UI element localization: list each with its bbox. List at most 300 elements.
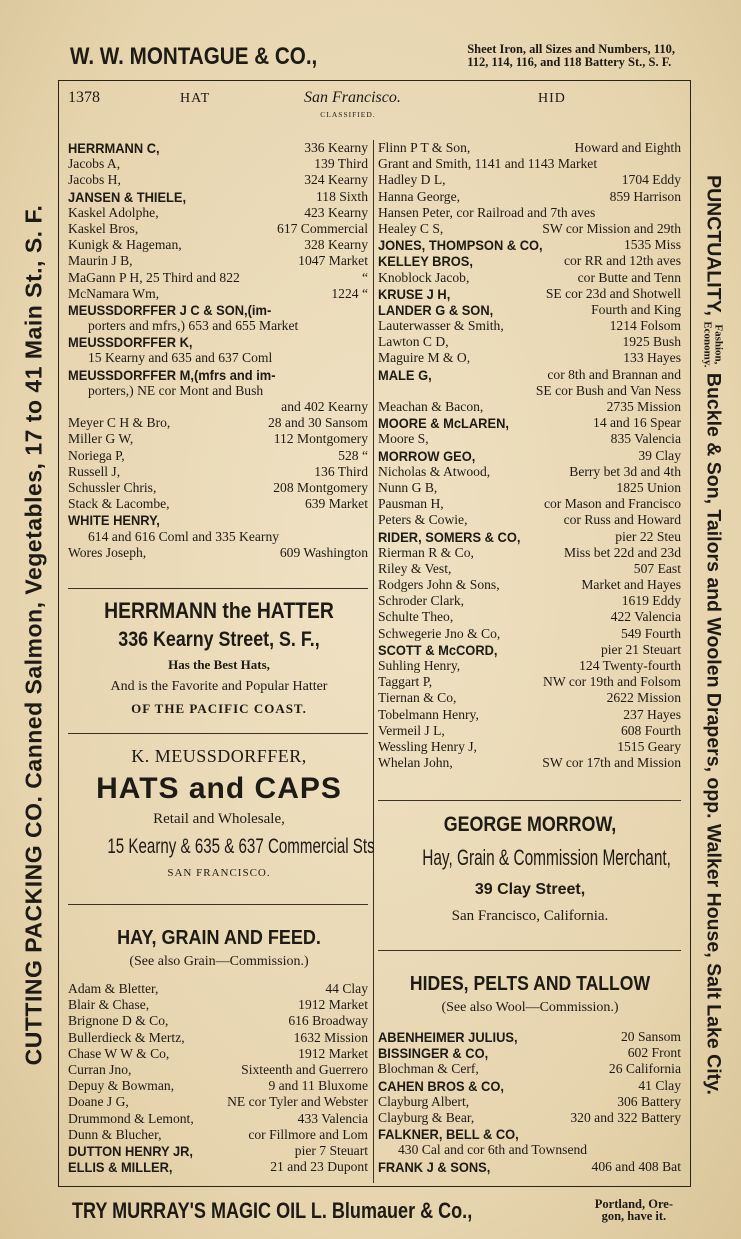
directory-entry bbox=[378, 577, 681, 593]
entry-address: pier 21 Steuart bbox=[600, 641, 681, 657]
entry-address: 133 Hayes bbox=[623, 350, 681, 366]
directory-entry bbox=[68, 981, 368, 997]
page-header-left: HAT bbox=[180, 91, 211, 106]
entry-name: Vermeil J L, bbox=[378, 722, 445, 738]
entry-name: Peters & Cowie, bbox=[378, 512, 468, 528]
directory-entry bbox=[68, 464, 368, 480]
entry-name: Blochman & Cerf, bbox=[378, 1061, 479, 1077]
entry-name: Tobelmann Henry, bbox=[378, 706, 479, 722]
directory-entry bbox=[68, 286, 368, 302]
entry-name: KRUSE J H, bbox=[378, 285, 451, 302]
directory-entry bbox=[68, 172, 368, 188]
right-margin-small2: Economy. bbox=[701, 321, 714, 368]
entry-name: 15 Kearny and 635 and 637 Coml bbox=[88, 350, 273, 366]
directory-entry bbox=[378, 464, 681, 480]
hides-section-see-also: (See also Wool—Commission.) bbox=[441, 1000, 619, 1015]
directory-entry bbox=[378, 302, 681, 318]
directory-entry bbox=[378, 723, 681, 739]
directory-entry bbox=[378, 1045, 681, 1061]
directory-entry bbox=[378, 496, 681, 512]
entry-address: 9 and 11 Bluxome bbox=[268, 1078, 368, 1094]
entry-name: Kunigk & Hageman, bbox=[68, 237, 182, 253]
entry-name: Brignone D & Co, bbox=[68, 1013, 169, 1029]
directory-entry bbox=[68, 140, 368, 156]
divider-rule bbox=[68, 904, 368, 905]
entry-name: Jacobs H, bbox=[68, 172, 121, 188]
herrmann-ad-address: 336 Kearny Street, S. F., bbox=[118, 628, 320, 651]
entry-name: Wores Joseph, bbox=[68, 544, 147, 560]
entry-address: 616 Broadway bbox=[288, 1013, 368, 1029]
entry-name: Rierman R & Co, bbox=[378, 544, 474, 560]
entry-name: porters and mfrs,) 653 and 655 Market bbox=[88, 318, 299, 334]
directory-entry bbox=[378, 609, 681, 625]
entry-address: 1224 “ bbox=[331, 285, 368, 301]
entry-name: KELLEY BROS, bbox=[378, 253, 473, 270]
directory-entry bbox=[68, 1127, 368, 1143]
morrow-ad bbox=[376, 810, 684, 928]
directory-entry bbox=[378, 480, 681, 496]
right-margin-small bbox=[702, 321, 724, 367]
directory-entry bbox=[378, 1110, 681, 1126]
directory-entry bbox=[378, 545, 681, 561]
top-advertisement-banner bbox=[60, 40, 685, 74]
directory-entry bbox=[378, 221, 681, 237]
directory-entry bbox=[68, 367, 368, 383]
directory-entry bbox=[378, 156, 681, 172]
entry-name: Riley & Vest, bbox=[378, 560, 452, 576]
entry-name: Meachan & Bacon, bbox=[378, 399, 484, 414]
entry-address: 2622 Mission bbox=[606, 690, 681, 706]
entry-name: porters,) NE cor Mont and Bush bbox=[88, 382, 264, 398]
entry-name: 430 Cal and cor 6th and Townsend bbox=[398, 1142, 588, 1158]
right-margin-text bbox=[702, 175, 725, 1095]
herrmann-ad-line5: OF THE PACIFIC COAST. bbox=[131, 701, 307, 716]
directory-entry bbox=[378, 626, 681, 642]
top-banner-desc-line2: 112, 114, 116, and 118 Battery St., S. F. bbox=[467, 55, 672, 69]
classified-label: CLASSIFIED. bbox=[320, 110, 376, 119]
divider-rule bbox=[378, 950, 681, 951]
directory-entry bbox=[68, 545, 368, 561]
entry-address: 208 Montgomery bbox=[273, 479, 368, 495]
directory-entry bbox=[378, 593, 681, 609]
entry-name: CAHEN BROS & CO, bbox=[378, 1077, 504, 1094]
entry-address: “ bbox=[361, 269, 368, 285]
directory-entry bbox=[68, 383, 368, 399]
hides-section-title: HIDES, PELTS AND TALLOW bbox=[409, 973, 651, 995]
directory-entry bbox=[378, 318, 681, 334]
directory-entry bbox=[68, 156, 368, 172]
entry-address: 609 Washington bbox=[279, 544, 368, 560]
directory-entry bbox=[68, 334, 368, 350]
directory-entry bbox=[68, 350, 368, 366]
entry-address: pier 7 Steuart bbox=[294, 1142, 368, 1158]
entry-address: cor Mason and Francisco bbox=[543, 496, 681, 512]
meussdorffer-ad-address: 15 Kearny & 635 & 637 Commercial Sts bbox=[107, 835, 375, 858]
entry-name: Schroder Clark, bbox=[378, 593, 465, 609]
entry-name: BISSINGER & CO, bbox=[378, 1045, 489, 1062]
entry-name: Schussler Chris, bbox=[68, 479, 157, 495]
entry-name: Kaskel Adolphe, bbox=[68, 204, 159, 220]
entry-address: 433 Valencia bbox=[297, 1110, 368, 1126]
entry-name: MEUSSDORFFER M,(mfrs and im- bbox=[68, 366, 276, 383]
right-margin-small1: Fashion, bbox=[712, 324, 725, 365]
right-margin-rest: Buckle & Son, Tailors and Woolen Drapers, opp. Walker House, Salt Lake City. bbox=[702, 372, 725, 1095]
entry-address: 406 and 408 Bat bbox=[591, 1158, 681, 1174]
directory-entry bbox=[68, 189, 368, 205]
meussdorffer-ad bbox=[64, 742, 374, 882]
entry-name: HERRMANN C, bbox=[68, 140, 160, 156]
entry-name: Noriega P, bbox=[68, 447, 125, 463]
entry-name: Clayburg Albert, bbox=[378, 1093, 470, 1109]
entry-address: Sixteenth and Guerrero bbox=[241, 1061, 368, 1077]
entry-address: Berry bet 3d and 4th bbox=[569, 463, 681, 479]
entry-name: Drummond & Lemont, bbox=[68, 1110, 194, 1126]
entry-address: 14 and 16 Spear bbox=[593, 415, 681, 431]
entry-address: SE cor 23d and Shotwell bbox=[545, 285, 681, 301]
hay-section-see-also: (See also Grain—Commission.) bbox=[129, 954, 309, 969]
entry-name: LANDER G & SON, bbox=[378, 301, 494, 318]
entry-address: 639 Market bbox=[304, 496, 368, 512]
directory-entry bbox=[378, 1159, 681, 1175]
directory-entry bbox=[68, 431, 368, 447]
entry-address: 1047 Market bbox=[298, 253, 368, 269]
page-header bbox=[68, 89, 680, 119]
entry-name: FALKNER, BELL & CO, bbox=[378, 1126, 519, 1143]
entry-address: 602 Front bbox=[627, 1045, 681, 1061]
entry-address: 835 Valencia bbox=[610, 431, 681, 447]
entry-name: Grant and Smith, 1141 and 1143 Market bbox=[378, 156, 598, 172]
entry-address: 118 Sixth bbox=[316, 188, 368, 204]
directory-entry bbox=[378, 561, 681, 577]
entry-address: Howard and Eighth bbox=[574, 140, 681, 155]
entry-name: Maguire M & O, bbox=[378, 350, 471, 366]
directory-entry bbox=[68, 318, 368, 334]
directory-entry bbox=[68, 221, 368, 237]
entry-name: Knoblock Jacob, bbox=[378, 269, 470, 285]
directory-entry bbox=[378, 334, 681, 350]
entry-address: SE cor Bush and Van Ness bbox=[535, 382, 681, 398]
directory-entry bbox=[378, 1094, 681, 1110]
entry-name: 614 and 616 Coml and 335 Kearny bbox=[88, 528, 280, 544]
morrow-ad-line2: Hay, Grain & Commission Merchant, bbox=[422, 845, 671, 870]
divider-rule bbox=[68, 588, 368, 589]
right-margin-main: PUNCTUALITY, bbox=[702, 175, 725, 316]
directory-entry bbox=[68, 512, 368, 528]
entry-address: 1535 Miss bbox=[623, 237, 681, 253]
entry-address: cor 8th and Brannan and bbox=[547, 366, 681, 382]
directory-entry bbox=[68, 399, 368, 415]
entry-name: Doane J G, bbox=[68, 1094, 129, 1110]
entry-address: SW cor Mission and 29th bbox=[542, 220, 681, 236]
entry-address: 1825 Union bbox=[616, 479, 681, 495]
entry-address: 39 Clay bbox=[638, 447, 681, 463]
entry-address: 237 Hayes bbox=[623, 706, 681, 722]
directory-entry bbox=[378, 140, 681, 156]
herrmann-ad-line3: Has the Best Hats, bbox=[168, 657, 270, 672]
entry-name: Hanna George, bbox=[378, 188, 461, 204]
directory-entry bbox=[378, 286, 681, 302]
entry-name: MaGann P H, 25 Third and 822 bbox=[68, 269, 240, 285]
entry-address: Market and Hayes bbox=[581, 577, 681, 593]
entry-name: Whelan John, bbox=[378, 755, 453, 771]
entry-address: 26 California bbox=[608, 1061, 681, 1077]
morrow-ad-city: San Francisco, California. bbox=[451, 908, 609, 924]
directory-entry bbox=[68, 302, 368, 318]
directory-entry bbox=[378, 674, 681, 690]
directory-entry bbox=[68, 1159, 368, 1175]
herrmann-ad-title: HERRMANN the HATTER bbox=[104, 598, 334, 623]
entry-name: Taggart P, bbox=[378, 674, 433, 690]
entry-name: Depuy & Bowman, bbox=[68, 1078, 175, 1094]
bottom-advertisement-banner bbox=[60, 1192, 685, 1232]
hides-entries bbox=[378, 1029, 681, 1175]
bottom-banner-sub2: gon, have it. bbox=[601, 1209, 667, 1223]
entry-address: 320 and 322 Battery bbox=[570, 1109, 681, 1125]
entry-name: Lauterwasser & Smith, bbox=[378, 318, 504, 334]
directory-entry bbox=[68, 253, 368, 269]
directory-entry bbox=[378, 690, 681, 706]
entry-name: Lawton C D, bbox=[378, 334, 449, 350]
entry-name: Schulte Theo, bbox=[378, 609, 454, 625]
bottom-banner-main: TRY MURRAY'S MAGIC OIL L. Blumauer & Co., bbox=[72, 1198, 473, 1223]
entry-name: Flinn P T & Son, bbox=[378, 140, 471, 155]
directory-entry bbox=[378, 350, 681, 366]
directory-entry bbox=[378, 1126, 681, 1142]
entry-address: Miss bet 22d and 23d bbox=[563, 544, 681, 560]
directory-entry bbox=[68, 448, 368, 464]
entry-name: Nicholas & Atwood, bbox=[378, 463, 491, 479]
directory-entry bbox=[378, 642, 681, 658]
entry-address: 139 Third bbox=[314, 156, 368, 172]
directory-entry bbox=[68, 415, 368, 431]
entry-address: 136 Third bbox=[314, 463, 368, 479]
directory-entry bbox=[378, 1078, 681, 1094]
top-banner-name: W. W. MONTAGUE & CO., bbox=[70, 43, 318, 70]
morrow-ad-address: 39 Clay Street, bbox=[474, 881, 586, 898]
directory-entry bbox=[378, 415, 681, 431]
hay-section-header bbox=[64, 924, 374, 972]
meussdorffer-ad-city: SAN FRANCISCO. bbox=[167, 867, 271, 879]
page-number: 1378 bbox=[68, 89, 100, 106]
entry-address: 1214 Folsom bbox=[609, 318, 681, 334]
entry-name: Bullerdieck & Mertz, bbox=[68, 1029, 185, 1045]
divider-rule bbox=[68, 733, 368, 734]
meussdorffer-ad-title: HATS and CAPS bbox=[96, 772, 342, 805]
hay-entries bbox=[68, 981, 368, 1175]
entry-name: ELLIS & MILLER, bbox=[68, 1159, 173, 1176]
divider-rule bbox=[378, 800, 681, 801]
entry-name: Healey C S, bbox=[378, 220, 444, 236]
entry-address: 507 East bbox=[633, 560, 681, 576]
directory-entry bbox=[378, 1061, 681, 1077]
directory-entry bbox=[378, 367, 681, 383]
top-banner-description bbox=[467, 43, 675, 69]
meussdorffer-ad-name: K. MEUSSDORFFER, bbox=[131, 746, 307, 766]
directory-entry bbox=[68, 480, 368, 496]
entry-address: 28 and 30 Sansom bbox=[267, 415, 368, 431]
entry-address: 1912 Market bbox=[298, 997, 368, 1013]
entry-address: 124 Twenty-fourth bbox=[579, 658, 681, 673]
entry-name: Suhling Henry, bbox=[378, 658, 461, 673]
entry-address: SW cor 17th and Mission bbox=[542, 755, 681, 771]
entry-name: Moore S, bbox=[378, 431, 429, 447]
entry-name: Adam & Bletter, bbox=[68, 981, 159, 996]
entry-name: Chase W W & Co, bbox=[68, 1045, 170, 1061]
entry-name: Clayburg & Bear, bbox=[378, 1109, 475, 1125]
directory-entry bbox=[378, 755, 681, 771]
entry-address: 324 Kearny bbox=[304, 172, 368, 188]
entry-address: cor RR and 12th aves bbox=[563, 253, 681, 269]
directory-entry bbox=[68, 496, 368, 512]
directory-entry bbox=[378, 707, 681, 723]
entry-name: MEUSSDORFFER J C & SON,(im- bbox=[68, 301, 272, 318]
entry-name: MORROW GEO, bbox=[378, 447, 476, 464]
herrmann-hatter-ad bbox=[64, 596, 374, 720]
directory-entry bbox=[68, 1030, 368, 1046]
entry-address: 306 Battery bbox=[617, 1093, 681, 1109]
entry-address: 21 and 23 Dupont bbox=[270, 1159, 368, 1175]
entry-name: FRANK J & SONS, bbox=[378, 1158, 491, 1175]
directory-entry bbox=[378, 512, 681, 528]
hides-section-header bbox=[376, 970, 684, 1018]
entry-name: MALE G, bbox=[378, 366, 432, 383]
left-column-entries bbox=[68, 140, 368, 561]
herrmann-ad-line4: And is the Favorite and Popular Hatter bbox=[110, 679, 328, 694]
entry-name: Meyer C H & Bro, bbox=[68, 415, 171, 431]
entry-name: Dunn & Blucher, bbox=[68, 1126, 162, 1142]
entry-address: 423 Kearny bbox=[304, 204, 368, 220]
left-margin-advertisement bbox=[14, 90, 54, 1180]
directory-entry bbox=[378, 658, 681, 674]
directory-entry bbox=[378, 253, 681, 269]
directory-entry bbox=[68, 205, 368, 221]
directory-entry bbox=[68, 270, 368, 286]
entry-name: JONES, THOMPSON & CO, bbox=[378, 237, 543, 254]
entry-address: 528 “ bbox=[338, 447, 368, 463]
directory-entry bbox=[378, 383, 681, 399]
entry-address: cor Russ and Howard bbox=[563, 512, 681, 528]
entry-address: 1515 Geary bbox=[617, 738, 681, 754]
directory-entry bbox=[378, 1029, 681, 1045]
entry-name: Blair & Chase, bbox=[68, 997, 150, 1013]
entry-address: 422 Valencia bbox=[610, 609, 681, 625]
entry-name: Russell J, bbox=[68, 463, 121, 479]
entry-address: 1704 Eddy bbox=[621, 172, 681, 188]
directory-entry bbox=[378, 270, 681, 286]
directory-entry bbox=[68, 1143, 368, 1159]
page-header-right: HID bbox=[538, 91, 566, 106]
entry-name: Rodgers John & Sons, bbox=[378, 577, 500, 593]
entry-name: RIDER, SOMERS & CO, bbox=[378, 528, 521, 545]
entry-name: McNamara Wm, bbox=[68, 285, 160, 301]
entry-address: 1632 Mission bbox=[293, 1029, 368, 1045]
directory-entry bbox=[68, 1078, 368, 1094]
right-column-entries bbox=[378, 140, 681, 771]
entry-name: Curran Jno, bbox=[68, 1061, 132, 1077]
left-margin-text: CUTTING PACKING CO. Canned Salmon, Vegetables, 17 to 41 Main St., S. F. bbox=[20, 204, 47, 1066]
entry-name: SCOTT & McCORD, bbox=[378, 641, 498, 658]
directory-entry bbox=[378, 431, 681, 447]
entry-address: 20 Sansom bbox=[620, 1029, 681, 1044]
directory-entry bbox=[378, 205, 681, 221]
directory-entry bbox=[378, 172, 681, 188]
entry-address: 617 Commercial bbox=[277, 220, 368, 236]
entry-address: cor Butte and Tenn bbox=[577, 269, 681, 285]
entry-address: 41 Clay bbox=[638, 1077, 681, 1093]
meussdorffer-ad-line3: Retail and Wholesale, bbox=[153, 811, 285, 827]
directory-entry bbox=[68, 1062, 368, 1078]
entry-address: 859 Harrison bbox=[609, 188, 681, 204]
entry-address: 549 Fourth bbox=[620, 625, 681, 641]
entry-address: pier 22 Steu bbox=[615, 528, 681, 544]
entry-name: Kaskel Bros, bbox=[68, 220, 139, 236]
entry-name: ABENHEIMER JULIUS, bbox=[378, 1029, 518, 1045]
entry-name: Tiernan & Co, bbox=[378, 690, 457, 706]
entry-address: 1619 Eddy bbox=[621, 593, 681, 609]
page-header-city: San Francisco. bbox=[304, 89, 401, 106]
directory-entry bbox=[378, 1142, 681, 1158]
entry-name: Nunn G B, bbox=[378, 479, 438, 495]
directory-entry bbox=[68, 1046, 368, 1062]
directory-entry bbox=[68, 1094, 368, 1110]
entry-name: DUTTON HENRY JR, bbox=[68, 1142, 194, 1159]
entry-name: Maurin J B, bbox=[68, 253, 133, 269]
entry-name: Jacobs A, bbox=[68, 156, 121, 172]
entry-address: 336 Kearny bbox=[304, 140, 368, 155]
entry-name: MEUSSDORFFER K, bbox=[68, 334, 193, 351]
entry-name: Pausman H, bbox=[378, 496, 444, 512]
top-banner-desc-line1: Sheet Iron, all Sizes and Numbers, 110, bbox=[467, 42, 675, 56]
entry-address: and 402 Kearny bbox=[281, 399, 368, 414]
directory-entry bbox=[378, 237, 681, 253]
entry-address: Fourth and King bbox=[591, 301, 681, 317]
directory-entry bbox=[68, 529, 368, 545]
entry-name: JANSEN & THIELE, bbox=[68, 188, 187, 205]
directory-entry bbox=[68, 997, 368, 1013]
entry-address: 1925 Bush bbox=[622, 334, 681, 350]
directory-entry bbox=[378, 399, 681, 415]
entry-name: Schwegerie Jno & Co, bbox=[378, 625, 501, 641]
morrow-ad-name: GEORGE MORROW, bbox=[443, 813, 617, 836]
directory-entry bbox=[378, 448, 681, 464]
bottom-banner-sub bbox=[595, 1198, 673, 1222]
directory-entry bbox=[68, 1111, 368, 1127]
entry-address: 608 Fourth bbox=[620, 722, 681, 738]
entry-address: 112 Montgomery bbox=[273, 431, 368, 447]
entry-name: Hansen Peter, cor Railroad and 7th aves bbox=[378, 204, 596, 220]
directory-entry bbox=[378, 189, 681, 205]
directory-entry bbox=[378, 739, 681, 755]
entry-address: 1912 Market bbox=[298, 1045, 368, 1061]
entry-name: Hadley D L, bbox=[378, 172, 446, 188]
entry-address: cor Fillmore and Lom bbox=[248, 1126, 368, 1142]
entry-name: WHITE HENRY, bbox=[68, 512, 160, 529]
hay-section-title: HAY, GRAIN AND FEED. bbox=[117, 927, 321, 949]
entry-address: 2735 Mission bbox=[606, 399, 681, 414]
directory-entry bbox=[68, 237, 368, 253]
entry-address: 328 Kearny bbox=[304, 237, 368, 253]
entry-name: Stack & Lacombe, bbox=[68, 496, 170, 512]
entry-address: NE cor Tyler and Webster bbox=[227, 1094, 368, 1110]
entry-name: Wessling Henry J, bbox=[378, 738, 477, 754]
entry-name: MOORE & McLAREN, bbox=[378, 415, 509, 432]
directory-entry bbox=[378, 529, 681, 545]
right-margin-advertisement bbox=[693, 90, 733, 1180]
entry-address: 44 Clay bbox=[325, 981, 368, 996]
directory-entry bbox=[68, 1013, 368, 1029]
entry-name: Miller G W, bbox=[68, 431, 134, 447]
entry-address: NW cor 19th and Folsom bbox=[543, 674, 681, 690]
